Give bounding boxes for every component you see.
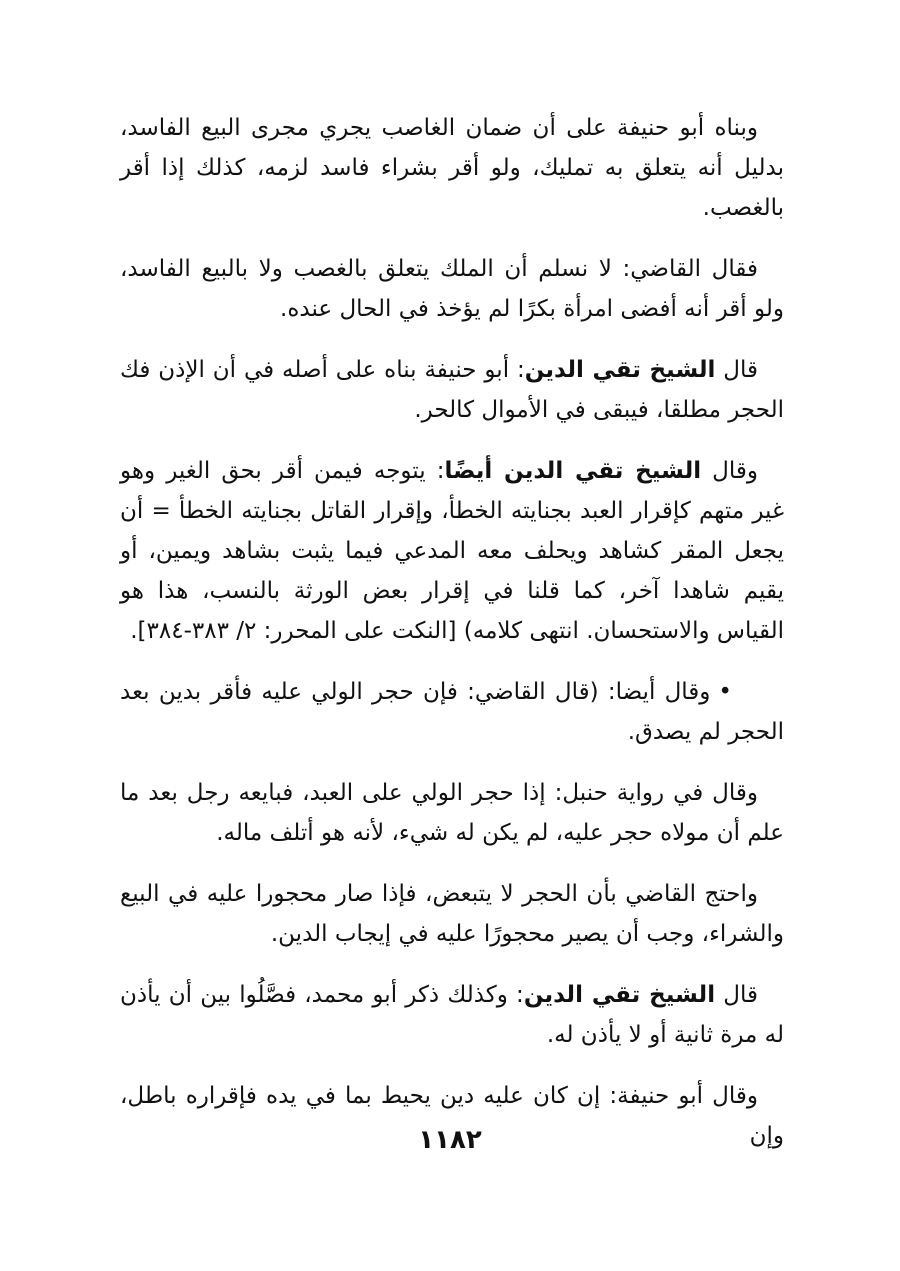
paragraph-4-text: : يتوجه فيمن أقر بحق الغير وهو غير متهم كإقرار العبد بجنايته الخطأ، وإقرار القاتل بجنايته الخطأ = أن يجعل المقر كشاهد ويحلف معه المدعي فيما يثبت بشاهد ويمين، أو يقيم شاهدا آخر، كما قلنا في إقرار بعض الورثة بالنسب، هذا هو القياس والاستحسان. انتهى كلامه) [النكت على المحرر: ٢/ ٣٨٣-٣٨٤]. [120,458,784,644]
paragraph-8 [120,975,784,1055]
body-text [120,108,784,1177]
paragraph-1 [120,108,784,228]
paragraph-6 [120,773,784,853]
paragraph-1-text: وبناه أبو حنيفة على أن ضمان الغاصب يجري مجرى البيع الفاسد، بدليل أنه يتعلق به تمليك، ولو أقر بشراء فاسد لزمه، كذلك إذا أقر بالغصب. [120,115,784,221]
paragraph-2 [120,249,784,329]
paragraph-7-text: واحتج القاضي بأن الحجر لا يتبعض، فإذا صار محجورا عليه في البيع والشراء، وجب أن يصير محجورًا عليه في إيجاب الدين. [120,881,784,947]
paragraph-3-author: الشيخ تقي الدين [524,357,716,383]
paragraph-2-text: فقال القاضي: لا نسلم أن الملك يتعلق بالغصب ولا بالبيع الفاسد، ولو أقر أنه أفضى امرأة بكرًا لم يؤخذ في الحال عنده. [120,256,784,322]
paragraph-4-lead: وقال [701,458,758,484]
bullet-icon: • [718,679,732,705]
paragraph-5-text: وقال أيضا: (قال القاضي: فإن حجر الولي عليه فأقر بدين بعد الحجر لم يصدق. [120,679,784,745]
page-number: ١١٨٢ [418,1125,482,1155]
paragraph-9-text: وقال أبو حنيفة: إن كان عليه دين يحيط بما في يده فإقراره باطل، وإن [120,1083,784,1149]
paragraph-3 [120,350,784,430]
paragraph-7 [120,874,784,954]
paragraph-3-text: : أبو حنيفة بناه على أصله في أن الإذن فك الحجر مطلقا، فيبقى في الأموال كالحر. [120,357,784,423]
paragraph-5 [120,672,784,752]
paragraph-8-author: الشيخ تقي الدين [523,982,716,1008]
paragraph-6-text: وقال في رواية حنبل: إذا حجر الولي على العبد، فبايعه رجل بعد ما علم أن مولاه حجر عليه، لم يكن له شيء، لأنه هو أتلف ماله. [120,780,784,846]
paragraph-3-lead: قال [715,357,758,383]
paragraph-4 [120,451,784,651]
paragraph-4-author: الشيخ تقي الدين أيضًا [444,458,702,484]
paragraph-8-text: : وكذلك ذكر أبو محمد، فصَّلُوا بين أن يأذن له مرة ثانية أو لا يأذن له. [120,982,784,1048]
paragraph-8-lead: قال [715,982,758,1008]
